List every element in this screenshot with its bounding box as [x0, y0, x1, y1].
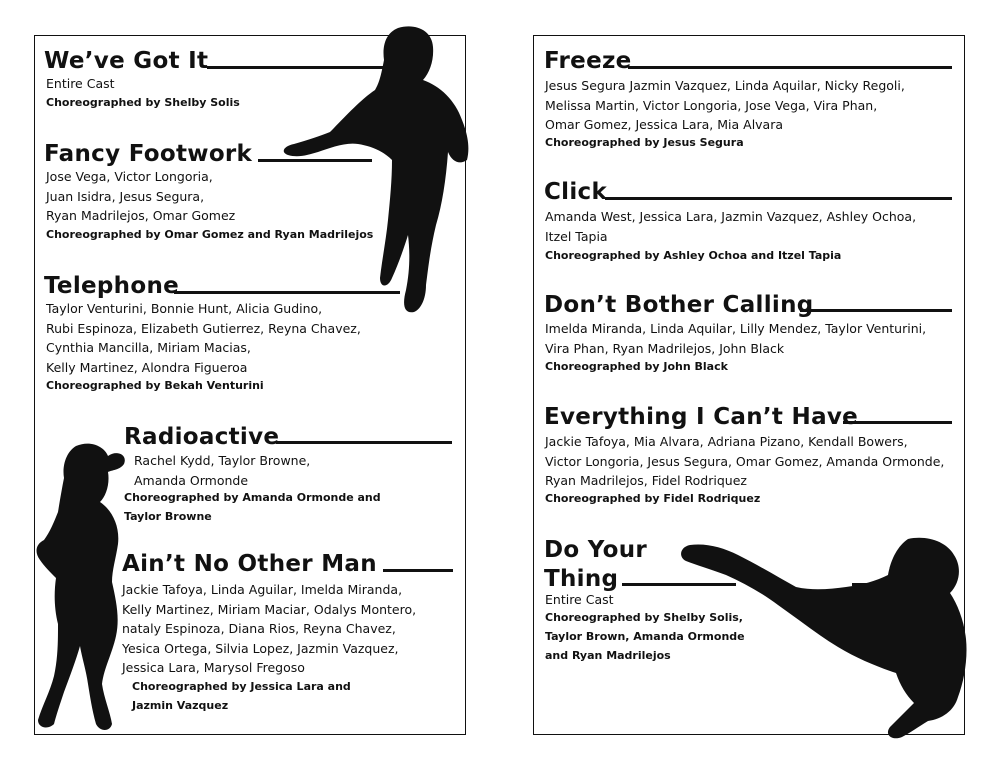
dance-cast: Jackie Tafoya, Linda Aguilar, Imelda Miranda, Kelly Martinez, Miriam Maciar, Odalys Montero, nataly Espinoza, Diana Rios, Reyna Chavez, Yesica Ortega, Silvia Lopez, Jazmin Vazquez, Jessica Lara, Marysol Fregoso	[122, 582, 417, 675]
title-underline	[174, 291, 400, 294]
title-underline	[207, 66, 385, 69]
dance-choreographer: Choreographed by Fidel Rodriquez	[545, 492, 761, 505]
dance-cast: Amanda West, Jessica Lara, Jazmin Vazquez, Ashley Ochoa, Itzel Tapia	[545, 209, 917, 244]
dance-choreographer: Choreographed by Omar Gomez and Ryan Madrilejos	[46, 228, 374, 241]
dance-title-click: Click	[544, 179, 608, 205]
dance-title-do-your-thing: Do Your Thing	[544, 537, 648, 592]
title-underline	[800, 309, 952, 312]
title-underline	[383, 569, 453, 572]
title-underline	[852, 583, 884, 586]
title-underline	[605, 197, 952, 200]
dance-choreographer: Choreographed by Shelby Solis	[46, 96, 240, 109]
dance-choreographer: Choreographed by John Black	[545, 360, 728, 373]
dance-cast: Jesus Segura Jazmin Vazquez, Linda Aquilar, Nicky Regoli, Melissa Martin, Victor Longoria, Jose Vega, Vira Phan, Omar Gomez, Jessica Lara, Mia Alvara	[545, 78, 905, 132]
dance-title-radioactive: Radioactive	[124, 424, 280, 450]
dance-cast: Jose Vega, Victor Longoria, Juan Isidra, Jesus Segura, Ryan Madrilejos, Omar Gomez	[46, 169, 236, 223]
dance-title-telephone: Telephone	[44, 273, 180, 299]
title-underline	[258, 159, 372, 162]
dance-choreographer: Choreographed by Jessica Lara and Jazmin Vazquez	[132, 680, 351, 712]
dance-title-weve-got-it: We’ve Got It	[44, 48, 209, 74]
dance-title-fancy-footwork: Fancy Footwork	[44, 141, 253, 167]
dance-choreographer: Choreographed by Shelby Solis, Taylor Brown, Amanda Ormonde and Ryan Madrilejos	[545, 611, 745, 662]
title-underline	[843, 421, 952, 424]
dance-cast: Entire Cast	[46, 76, 115, 91]
dance-choreographer: Choreographed by Amanda Ormonde and Taylor Browne	[124, 491, 381, 523]
dance-title-everything-i-cant-have: Everything I Can’t Have	[544, 404, 859, 430]
dance-cast: Imelda Miranda, Linda Aquilar, Lilly Mendez, Taylor Venturini, Vira Phan, Ryan Madrilejos, John Black	[545, 321, 927, 356]
title-underline	[276, 441, 452, 444]
dance-title-aint-no-other-man: Ain’t No Other Man	[122, 551, 377, 577]
dance-choreographer: Choreographed by Bekah Venturini	[46, 379, 264, 392]
dance-title-freeze: Freeze	[544, 48, 632, 74]
dance-choreographer: Choreographed by Jesus Segura	[545, 136, 744, 149]
dance-cast: Rachel Kydd, Taylor Browne, Amanda Ormonde	[134, 453, 311, 488]
dance-choreographer: Choreographed by Ashley Ochoa and Itzel Tapia	[545, 249, 842, 262]
title-underline	[628, 66, 952, 69]
dance-cast: Taylor Venturini, Bonnie Hunt, Alicia Gudino, Rubi Espinoza, Elizabeth Gutierrez, Reyna Chavez, Cynthia Mancilla, Miriam Macias, Kelly Martinez, Alondra Figueroa	[46, 301, 361, 375]
dance-cast: Entire Cast	[545, 592, 614, 607]
dance-title-dont-bother-calling: Don’t Bother Calling	[544, 292, 814, 318]
dance-cast: Jackie Tafoya, Mia Alvara, Adriana Pizano, Kendall Bowers, Victor Longoria, Jesus Segura, Omar Gomez, Amanda Ormonde, Ryan Madrilejos, Fidel Rodriquez	[545, 434, 945, 488]
